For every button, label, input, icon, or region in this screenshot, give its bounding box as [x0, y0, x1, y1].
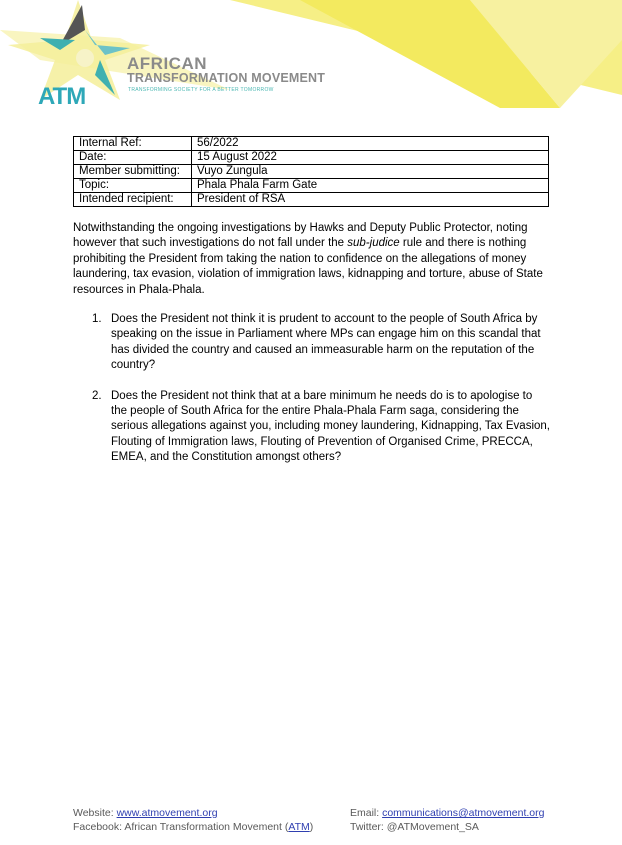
- table-row: [74, 151, 549, 165]
- table-row: [74, 193, 549, 207]
- table-row: [74, 165, 549, 179]
- org-name-line2: TRANSFORMATION MOVEMENT: [127, 71, 326, 85]
- row-value: Vuyo Zungula: [192, 165, 549, 179]
- table-row: [74, 137, 549, 151]
- facebook-close: ): [309, 821, 314, 833]
- org-tagline: TRANSFORMING SOCIETY FOR A BETTER TOMORROW: [128, 87, 274, 93]
- row-value: 15 August 2022: [192, 151, 549, 165]
- questions-list: [73, 312, 551, 481]
- website-link[interactable]: www.atmovement.org: [116, 807, 218, 819]
- table-row: [74, 179, 549, 193]
- question-text: Does the President not think it is prudent to account to the people of South Africa by speaking on the issue in Parliament where MPs can engage him on this scandal that has divided the country and caused an immeasurable harm on the reputation of the country?: [111, 313, 541, 372]
- footer-row: [73, 820, 553, 834]
- row-value: President of RSA: [192, 193, 549, 207]
- question-text: Does the President not think that at a bare minimum he needs do is to apologise to the people of South Africa for the entire Phala-Phala Farm saga, considering the serious allegations against you, including money laundering, Kidnapping, Tax Evasion, Flouting of Immigration laws, Flouting of Prevention of Organised Crime, PRECCA, EMEA, and the Constitution amongst others?: [111, 389, 550, 464]
- footer: [73, 806, 553, 834]
- facebook-link[interactable]: ATM: [288, 821, 310, 833]
- list-item: [73, 312, 551, 374]
- email-link[interactable]: communications@atmovement.org: [382, 807, 545, 819]
- list-item: [73, 389, 551, 466]
- facebook-line: [73, 820, 313, 834]
- email-line: [350, 806, 545, 820]
- facebook-label: Facebook: African Transformation Movement (: [73, 821, 289, 833]
- twitter-line: Twitter: @ATMovement_SA: [350, 821, 479, 833]
- row-label: Internal Ref:: [74, 137, 192, 151]
- info-table: [73, 136, 549, 207]
- row-value: 56/2022: [192, 137, 549, 151]
- row-label: Topic:: [74, 179, 192, 193]
- row-label: Member submitting:: [74, 165, 192, 179]
- row-label: Date:: [74, 151, 192, 165]
- row-label: Intended recipient:: [74, 193, 192, 207]
- question-number: 1.: [92, 313, 102, 325]
- footer-row: [73, 806, 553, 820]
- website-line: [73, 806, 218, 820]
- intro-paragraph: [73, 221, 551, 298]
- intro-text-part2: rule and there is nothing prohibiting the President from taking the nation to confidence on the allegations of money laundering, tax evasion, violation of immigration laws, kidnapping and torture, abuse of State resources in Phala-Phala.: [73, 237, 543, 296]
- org-name-line1: AFRICAN: [127, 54, 207, 73]
- website-label: Website:: [73, 807, 117, 819]
- email-label: Email:: [350, 807, 383, 819]
- intro-text-part1: Notwithstanding the ongoing investigations by Hawks and Deputy Public Protector, noting however that such investigations do not fall under the: [73, 222, 528, 250]
- intro-italic-term: sub-judice: [347, 237, 400, 250]
- question-number: 2.: [92, 389, 102, 402]
- row-value: Phala Phala Farm Gate: [192, 179, 549, 193]
- logo-letters: ATM: [38, 83, 86, 110]
